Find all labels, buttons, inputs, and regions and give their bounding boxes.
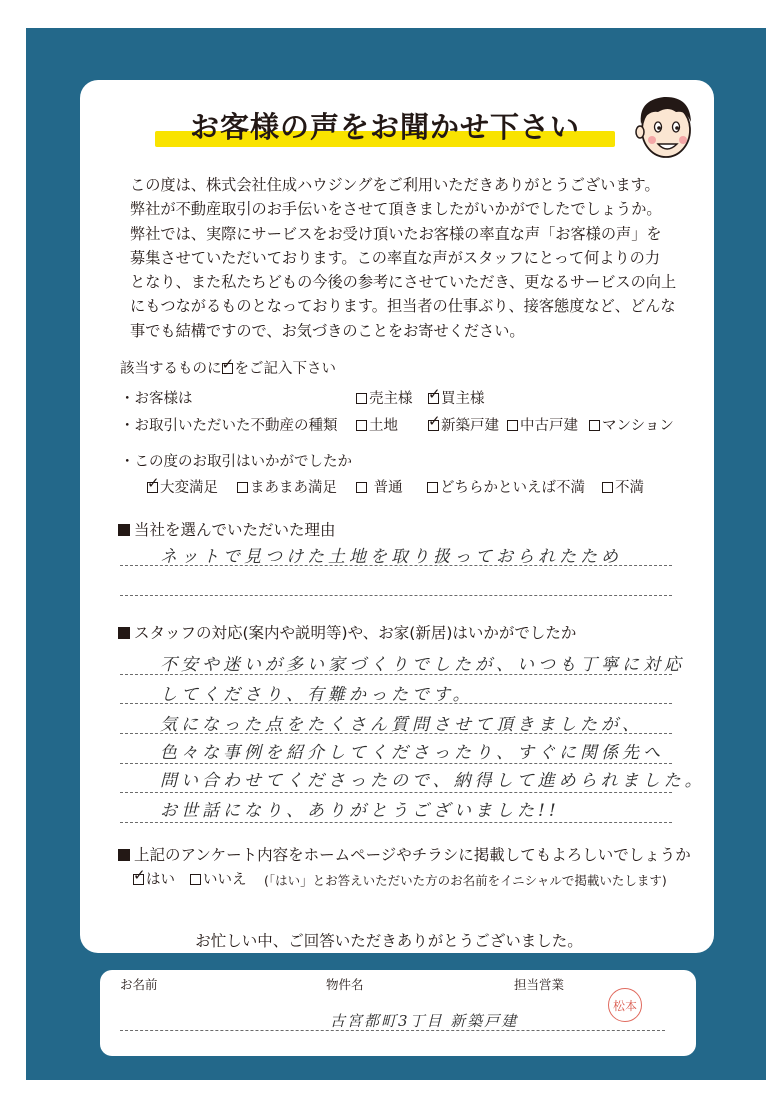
option-new-house[interactable]: ✓ 新築戸建 [428, 417, 499, 435]
option-seller[interactable]: 売主様 [356, 390, 413, 408]
option-somewhat-dissatisfied[interactable]: どちらかといえば不満 [427, 479, 585, 497]
intro-line: にもつながるものとなっております。担当者の仕事ぶり、接客態度など、どんな [130, 297, 676, 316]
checkbox-icon[interactable] [602, 482, 613, 493]
answer-line [120, 792, 672, 793]
checkbox-icon[interactable] [356, 393, 367, 404]
answer-line [120, 822, 672, 823]
intro-line: となり、また私たちどもの今後の参考にさせていただき、更なるサービスの向上 [130, 273, 677, 292]
intro-line: 募集させていただいております。この率直な声がスタッフにとって何よりの力 [130, 248, 661, 267]
page-title: お客様の声をお聞かせ下さい [189, 110, 580, 144]
square-bullet-icon [118, 849, 130, 861]
mascot-face-icon [628, 88, 702, 162]
staff-answer-line: 問い合わせてくださったので、納得して進められました。 [160, 771, 706, 791]
staff-answer-line: 気になった点をたくさん質問させて頂きましたが、 [160, 715, 643, 735]
option-used-house[interactable]: 中古戸建 [507, 417, 578, 435]
customer-question: ・お客様は [120, 391, 193, 407]
option-dissatisfied[interactable]: 不満 [602, 479, 644, 497]
publish-section-title: 上記のアンケート内容をホームページやチラシに掲載してもよろしいでしょうか [118, 845, 691, 865]
checkbox-icon[interactable] [237, 482, 248, 493]
checkbox-checked-icon[interactable] [133, 874, 144, 885]
satisfaction-question: ・この度のお取引はいかがでしたか [120, 454, 352, 470]
staff-label: 担当営業 [514, 977, 565, 992]
property-value: 古宮都町3丁目 新築戸建 [330, 1012, 519, 1030]
staff-answer-line: してくださり、有難かったです。 [160, 685, 474, 705]
checkbox-icon[interactable] [356, 420, 367, 431]
reason-section-title: 当社を選んでいただいた理由 [118, 520, 336, 540]
intro-text [130, 173, 690, 343]
intro-line: 事でも結構ですので、お気づきのことをお寄せください。 [130, 321, 525, 340]
answer-line [120, 763, 672, 764]
reason-answer: ネットで見つけた土地を取り扱っておられたため [160, 547, 622, 567]
option-mansion[interactable]: マンション [589, 417, 674, 435]
option-normal[interactable]: 普通 [356, 479, 403, 497]
checkbox-checked-icon[interactable] [147, 482, 158, 493]
intro-line: この度は、株式会社住成ハウジングをご利用いただきありがとうございます。 [130, 176, 660, 194]
name-label: お名前 [120, 977, 158, 992]
checkbox-icon[interactable] [190, 874, 201, 885]
intro-line: 弊社では、実際にサービスをお受け頂いたお客様の率直な声「お客様の声」を [130, 224, 662, 243]
property-label: 物件名 [326, 977, 364, 992]
checkbox-icon[interactable] [507, 420, 518, 431]
publish-note: (「はい」とお答えいただいた方のお名前をイニシャルで掲載いたします) [264, 873, 667, 888]
staff-answer-line: 不安や迷いが多い家づくりでしたが、いつも丁寧に対応 [160, 655, 685, 675]
checkbox-icon[interactable] [356, 482, 367, 493]
answer-line [120, 733, 672, 734]
publish-no-option[interactable]: いいえ [190, 871, 247, 889]
option-buyer[interactable]: ✓ 買主様 [428, 390, 485, 408]
staff-seal: 松本 [608, 988, 642, 1022]
answer-line [120, 674, 672, 675]
sample-checkbox-icon [222, 363, 233, 374]
checkbox-checked-icon[interactable] [428, 393, 439, 404]
checkbox-icon[interactable] [589, 420, 600, 431]
option-fairly-satisfied[interactable]: まあまあ満足 [237, 479, 337, 497]
instruction-text: 該当するものに✓ をご記入下さい [120, 360, 336, 378]
option-very-satisfied[interactable]: ✓大変満足 [147, 479, 218, 497]
square-bullet-icon [118, 627, 130, 639]
closing-message: お忙しい中、ご回答いただきありがとうございました。 [195, 932, 583, 950]
checkbox-icon[interactable] [427, 482, 438, 493]
title-block [155, 105, 615, 151]
option-land[interactable]: 土地 [356, 417, 398, 435]
footer-line [120, 1030, 665, 1031]
square-bullet-icon [118, 524, 130, 536]
staff-section-title: スタッフの対応(案内や説明等)や、お家(新居)はいかがでしたか [118, 623, 576, 643]
staff-answer-line: お世話になり、ありがとうございました!! [160, 801, 560, 821]
answer-line [120, 565, 672, 566]
answer-line [120, 703, 672, 704]
property-type-question: ・お取引いただいた不動産の種類 [120, 418, 338, 434]
checkbox-checked-icon[interactable] [428, 420, 439, 431]
staff-answer-line: 色々な事例を紹介してくださったり、すぐに関係先へ [160, 743, 664, 763]
answer-line [120, 595, 672, 596]
intro-line: 弊社が不動産取引のお手伝いをさせて頂きましたがいかがでしたでしょうか。 [130, 200, 662, 219]
publish-yes-option[interactable]: ✓はい [133, 871, 175, 889]
